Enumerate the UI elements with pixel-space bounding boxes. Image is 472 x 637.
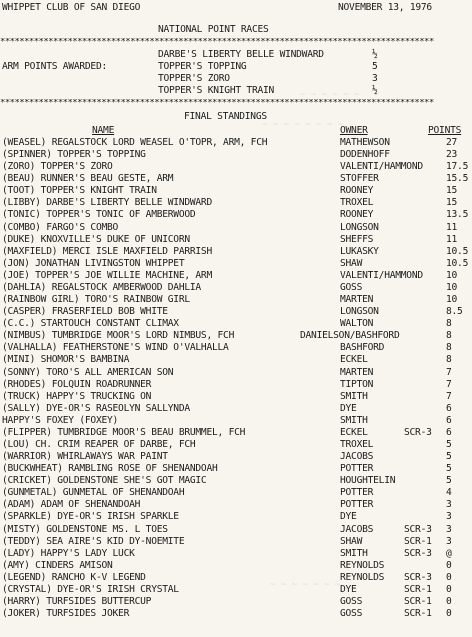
owner-name: ECKEL	[340, 354, 368, 366]
dog-name: (MISTY) GOLDENSTONE MS. L TOES	[2, 523, 168, 535]
dog-name: (C.C.) STARTOUCH CONSTANT CLIMAX	[2, 318, 179, 330]
scratch-note: SCR-1	[404, 608, 432, 620]
dog-name: (MAXFIELD) MERCI ISLE MAXFIELD PARRISH	[2, 245, 212, 257]
points-value: 8	[446, 318, 452, 330]
points-value: 3	[446, 523, 452, 535]
dog-name: HAPPY'S FOXEY (FOXEY)	[2, 414, 119, 426]
owner-name: SHAW	[340, 257, 363, 269]
standings-row	[0, 173, 472, 185]
dog-name: (WEASEL) REGALSTOCK LORD WEASEL O'TOPR, ARM, FCH	[2, 137, 268, 148]
dog-name: (CRICKET) GOLDENSTONE SHE'S GOT MAGIC	[2, 475, 207, 487]
points-value: 15	[446, 185, 458, 197]
points-value: 27	[446, 137, 458, 148]
dog-name: (WARRIOR) WHIRLAWAYS WAR PAINT	[2, 451, 168, 463]
dog-name: (DUKE) KNOXVILLE'S DUKE OF UNICORN	[2, 233, 190, 245]
points-value: 3	[446, 511, 452, 523]
standings-row	[0, 137, 472, 149]
standings-row	[0, 209, 472, 221]
points-value: 5	[446, 475, 452, 487]
owner-name: MARTEN	[340, 366, 374, 378]
dog-name: (GUNMETAL) GUNMETAL OF SHENANDOAH	[2, 487, 185, 499]
standings-row	[0, 608, 472, 620]
owner-name: LONGSON	[340, 221, 379, 233]
owner-name: ROONEY	[340, 209, 374, 221]
points-value: 15.5	[446, 173, 469, 185]
points-value: 3	[446, 499, 452, 511]
points-value: 5	[446, 451, 452, 463]
owner-name: TROXEL	[340, 439, 374, 450]
points-value: 6	[446, 414, 452, 426]
dog-name: (SALLY) DYE-OR'S RASEOLYN SALLYNDA	[2, 402, 190, 414]
document-date: NOVEMBER 13, 1976	[338, 2, 432, 13]
standings-row	[0, 596, 472, 608]
owner-name: GOSS	[340, 608, 363, 620]
points-value: 7	[446, 366, 452, 378]
owner-name: TIPTON	[340, 378, 374, 390]
dog-name: (LOU) CH. CRIM REAPER OF DARBE, FCH	[2, 439, 196, 450]
owner-name: POTTER	[340, 499, 374, 511]
owner-name: DODENHOFF	[340, 149, 390, 161]
points-value: 3	[446, 535, 452, 547]
points-value: 10	[446, 294, 458, 306]
star-divider: ******************************************************************************************	[0, 99, 434, 108]
owner-name: DYE	[340, 511, 357, 523]
standings-row	[0, 560, 472, 572]
owner-name: WALTON	[340, 318, 374, 330]
owner-name: VALENTI/HAMMOND	[340, 161, 423, 173]
standings-row	[0, 318, 472, 330]
dog-name: (RHODES) FOLQUIN ROADRUNNER	[2, 378, 152, 390]
scratch-note: SCR-1	[404, 596, 432, 608]
standings-row	[0, 499, 472, 511]
bleed-through-mark: ~ ~ ~ ~ ~ ~ ~ ~	[262, 120, 344, 130]
standings-row	[0, 246, 472, 258]
points-value: 10	[446, 269, 458, 281]
points-value: 7	[446, 378, 452, 390]
column-header-points: POINTS	[428, 125, 462, 136]
standings-row	[0, 185, 472, 197]
points-value: 8	[446, 330, 452, 342]
standings-row	[0, 391, 472, 403]
owner-name: MATHEWSON	[340, 137, 390, 148]
points-value: 0	[446, 608, 452, 620]
dog-name: (ADAM) ADAM OF SHENANDOAH	[2, 499, 141, 511]
standings-row	[0, 403, 472, 415]
standings-row	[0, 294, 472, 306]
dog-name: (JON) JONATHAN LIVINGSTON WHIPPET	[2, 257, 185, 269]
arm-points-value: 3	[372, 73, 378, 84]
points-value: 10.5	[446, 245, 469, 257]
standings-row	[0, 161, 472, 173]
dog-name: (RAINBOW GIRL) TORO'S RAINBOW GIRL	[2, 294, 190, 306]
dog-name: (SONNY) TORO'S ALL AMERICAN SON	[2, 366, 174, 378]
arm-points-item: TOPPER'S KNIGHT TRAIN	[158, 85, 275, 96]
dog-name: (CASPER) FRASERFIELD BOB WHITE	[2, 306, 168, 318]
points-value: 15	[446, 197, 458, 209]
dog-name: (COMBO) FARGO'S COMBO	[2, 221, 119, 233]
points-value: 11	[446, 221, 458, 233]
owner-name: MARTEN	[340, 294, 374, 306]
arm-points-item: TOPPER'S TOPPING	[158, 61, 247, 72]
standings-row	[0, 282, 472, 294]
standings-row	[0, 548, 472, 560]
dog-name: (FLIPPER) TUMBRIDGE MOOR'S BEAU BRUMMEL, FCH	[2, 426, 246, 438]
dog-name: (VALHALLA) FEATHERSTONE'S WIND O'VALHALLA	[2, 342, 229, 354]
standings-row	[0, 536, 472, 548]
standings-row	[0, 306, 472, 318]
owner-name: GOSS	[340, 281, 363, 293]
standings-row	[0, 415, 472, 427]
column-header-owner: OWNER	[340, 125, 368, 136]
standings-row	[0, 234, 472, 246]
arm-points-value: ½	[372, 85, 378, 96]
standings-row	[0, 475, 472, 487]
dog-name: (NIMBUS) TUMBRIDGE MOOR'S LORD NIMBUS, FCH	[2, 330, 235, 342]
owner-name: HOUGHTELIN	[340, 475, 396, 487]
dog-name: (ZORO) TOPPER'S ZORO	[2, 161, 113, 173]
standings-row	[0, 451, 472, 463]
standings-title: FINAL STANDINGS	[184, 111, 267, 122]
scratch-note: SCR-3	[404, 547, 432, 559]
owner-name: DYE	[340, 583, 357, 595]
dog-name: (JOKER) TURFSIDES JOKER	[2, 608, 130, 620]
arm-points-item: TOPPER'S ZORO	[158, 73, 230, 84]
points-value: 8	[446, 342, 452, 354]
points-value: 0	[446, 583, 452, 595]
dog-name: (LEGEND) RANCHO K-V LEGEND	[2, 571, 146, 583]
bleed-through-mark: ~ ~ ~ ~ ~ ~ ~	[270, 580, 341, 590]
owner-name: SMITH	[340, 390, 368, 402]
points-value: 13.5	[446, 209, 469, 221]
points-value: 4	[446, 487, 452, 499]
scratch-note: SCR-1	[404, 583, 432, 595]
points-value: 8.5	[446, 306, 463, 318]
standings-row	[0, 524, 472, 536]
standings-row	[0, 354, 472, 366]
dog-name: (SPARKLE) DYE-OR'S IRISH SPARKLE	[2, 511, 179, 523]
standings-row	[0, 222, 472, 234]
points-value: 17.5	[446, 161, 469, 173]
column-header-name: NAME	[92, 125, 115, 136]
dog-name: (AMY) CINDERS AMISON	[2, 559, 113, 571]
dog-name: (TEDDY) SEA AIRE'S KID DY-NOEMITE	[2, 535, 185, 547]
standings-row	[0, 427, 472, 439]
points-value: 7	[446, 390, 452, 402]
star-divider: ******************************************************************************************	[0, 38, 434, 47]
standings-row	[0, 511, 472, 523]
owner-name: STOFFER	[340, 173, 379, 185]
dog-name: (CRYSTAL) DYE-OR'S IRISH CRYSTAL	[2, 583, 179, 595]
standings-row	[0, 330, 472, 342]
points-value: 0	[446, 571, 452, 583]
owner-name: POTTER	[340, 463, 374, 475]
owner-name: ROONEY	[340, 185, 374, 197]
standings-row	[0, 463, 472, 475]
owner-name: REYNOLDS	[340, 571, 385, 583]
owner-name: POTTER	[340, 487, 374, 499]
section-title: NATIONAL POINT RACES	[158, 24, 269, 35]
dog-name: (LIBBY) DARBE'S LIBERTY BELLE WINDWARD	[2, 197, 212, 209]
owner-name: JACOBS	[340, 523, 374, 535]
arm-points-item: DARBE'S LIBERTY BELLE WINDWARD	[158, 49, 324, 60]
standings-row	[0, 439, 472, 451]
dog-name: (DAHLIA) REGALSTOCK AMBERWOOD DAHLIA	[2, 281, 201, 293]
dog-name: (TRUCK) HAPPY'S TRUCKING ON	[2, 390, 152, 402]
points-value: 23	[446, 149, 458, 161]
owner-name: SHEFFS	[340, 233, 374, 245]
dog-name: (MINI) SHOMOR'S BAMBINA	[2, 354, 130, 366]
owner-name: GOSS	[340, 596, 363, 608]
standings-row	[0, 487, 472, 499]
dog-name: (TOOT) TOPPER'S KNIGHT TRAIN	[2, 185, 157, 197]
points-value: 0	[446, 559, 452, 571]
standings-row	[0, 572, 472, 584]
bleed-through-mark: ~ ~ ~ ~ ~ ~	[300, 90, 360, 100]
owner-name: SMITH	[340, 547, 368, 559]
scratch-note: SCR-3	[404, 571, 432, 583]
club-name: WHIPPET CLUB OF SAN DIEGO	[2, 2, 141, 13]
owner-name: SHAW	[340, 535, 363, 547]
points-value: @	[446, 547, 452, 559]
points-value: 6	[446, 426, 452, 438]
scratch-note: SCR-1	[404, 535, 432, 547]
dog-name: (TONIC) TOPPER'S TONIC OF AMBERWOOD	[2, 209, 196, 221]
points-value: 0	[446, 596, 452, 608]
standings-row	[0, 379, 472, 391]
points-value: 8	[446, 354, 452, 366]
owner-name: LONGSON	[340, 306, 379, 318]
arm-points-value: ½	[372, 49, 378, 60]
dog-name: (LADY) HAPPY'S LADY LUCK	[2, 547, 135, 559]
dog-name: (SPINNER) TOPPER'S TOPPING	[2, 149, 146, 161]
standings-row	[0, 197, 472, 209]
points-value: 10	[446, 281, 458, 293]
owner-name: DYE	[340, 402, 357, 414]
scratch-note: SCR-3	[404, 426, 432, 438]
points-value: 5	[446, 439, 452, 450]
owner-name: VALENTI/HAMMOND	[340, 269, 423, 281]
dog-name: (HARRY) TURFSIDES BUTTERCUP	[2, 596, 152, 608]
standings-row	[0, 367, 472, 379]
standings-row	[0, 584, 472, 596]
points-value: 5	[446, 463, 452, 475]
standings-row	[0, 258, 472, 270]
points-value: 11	[446, 233, 458, 245]
owner-name: REYNOLDS	[340, 559, 385, 571]
arm-points-value: 5	[372, 61, 378, 72]
owner-name: LUKASKY	[340, 245, 379, 257]
owner-name: BASHFORD	[340, 342, 385, 354]
points-value: 6	[446, 402, 452, 414]
owner-name: TROXEL	[340, 197, 374, 209]
standings-row	[0, 270, 472, 282]
owner-name: JACOBS	[340, 451, 374, 463]
owner-name: SMITH	[340, 414, 368, 426]
dog-name: (JOE) TOPPER'S JOE WILLIE MACHINE, ARM	[2, 269, 212, 281]
scratch-note: SCR-3	[404, 523, 432, 535]
points-value: 10.5	[446, 257, 469, 269]
owner-name: DANIELSON/BASHFORD	[300, 330, 400, 342]
arm-points-label: ARM POINTS AWARDED:	[2, 61, 107, 72]
owner-name: ECKEL	[340, 426, 368, 438]
standings-row	[0, 149, 472, 161]
dog-name: (BEAU) RUNNER'S BEAU GESTE, ARM	[2, 173, 174, 185]
standings-row	[0, 342, 472, 354]
dog-name: (BUCKWHEAT) RAMBLING ROSE OF SHENANDOAH	[2, 463, 218, 475]
